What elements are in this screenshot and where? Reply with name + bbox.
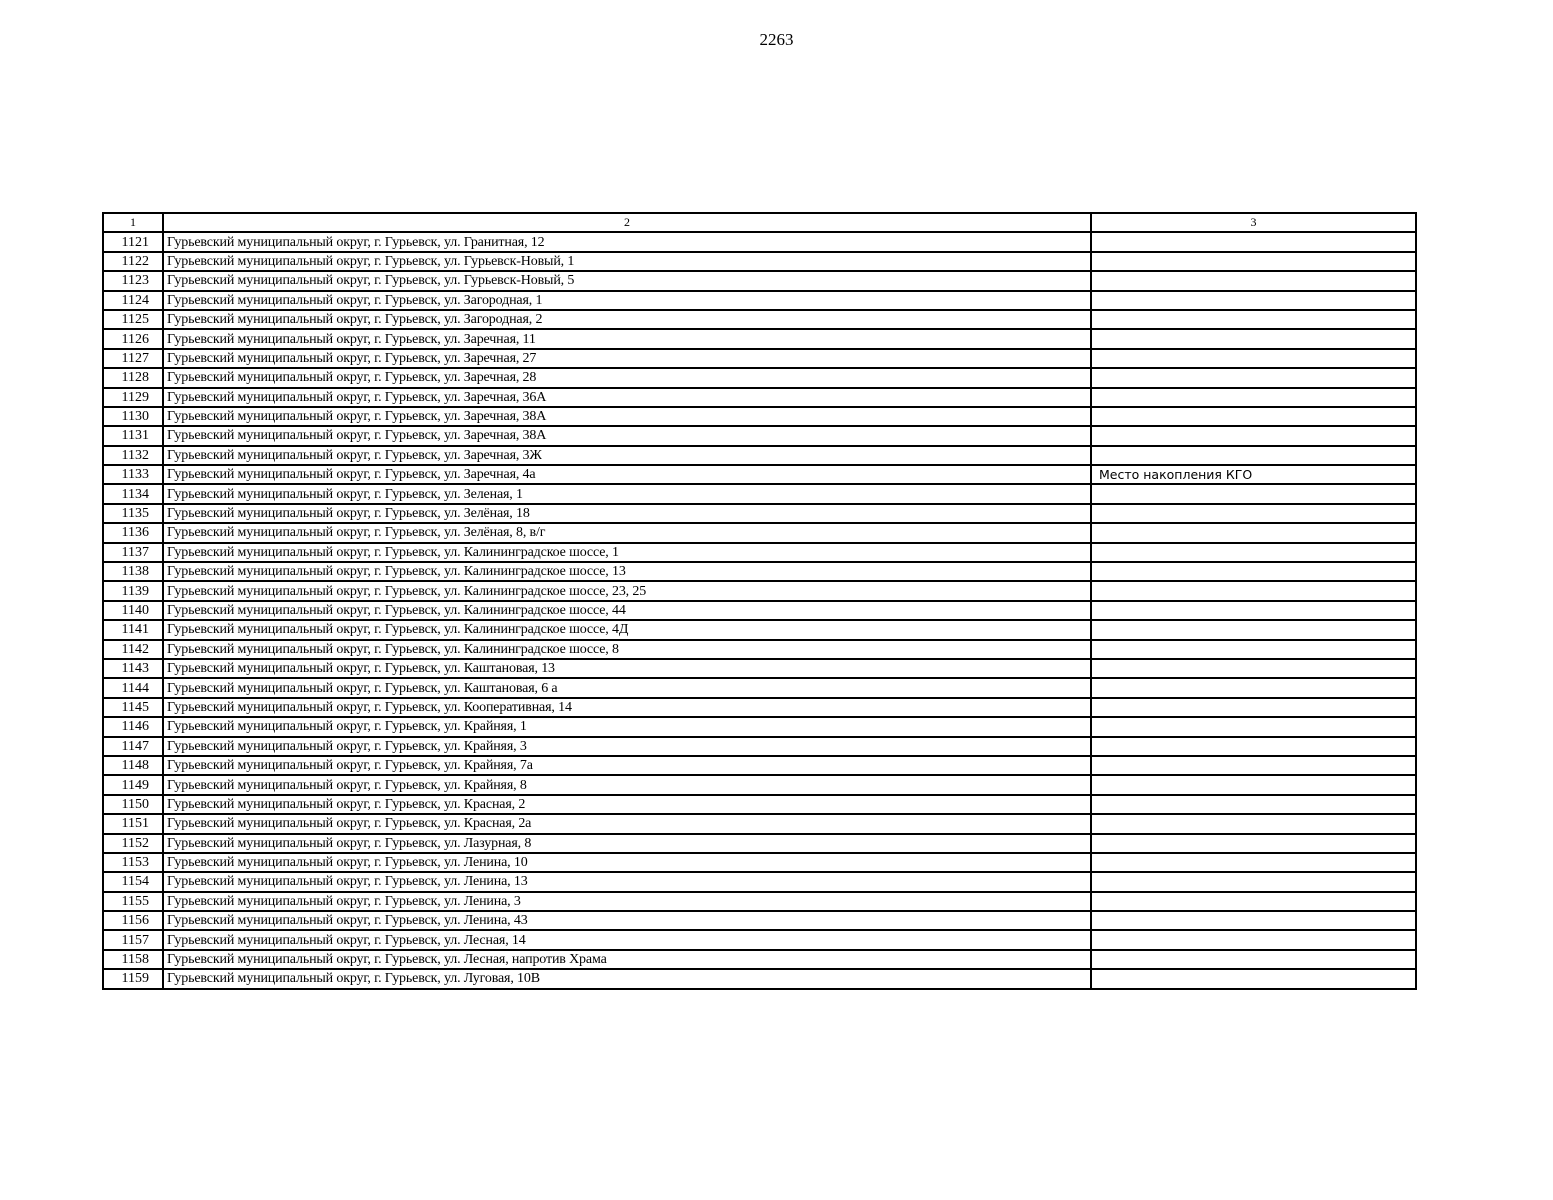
row-number: 1140 xyxy=(103,601,163,620)
row-note xyxy=(1091,659,1416,678)
row-address: Гурьевский муниципальный округ, г. Гурьевск, ул. Красная, 2а xyxy=(163,814,1091,833)
table-row xyxy=(103,892,1416,911)
row-note xyxy=(1091,969,1416,988)
row-note xyxy=(1091,950,1416,969)
row-address: Гурьевский муниципальный округ, г. Гурьевск, ул. Заречная, 38А xyxy=(163,426,1091,445)
row-address: Гурьевский муниципальный округ, г. Гурьевск, ул. Калининградское шоссе, 23, 25 xyxy=(163,581,1091,600)
row-address: Гурьевский муниципальный округ, г. Гурьевск, ул. Крайняя, 3 xyxy=(163,737,1091,756)
row-number: 1149 xyxy=(103,775,163,794)
row-address: Гурьевский муниципальный округ, г. Гурьевск, ул. Гранитная, 12 xyxy=(163,232,1091,251)
row-number: 1152 xyxy=(103,834,163,853)
row-address: Гурьевский муниципальный округ, г. Гурьевск, ул. Лазурная, 8 xyxy=(163,834,1091,853)
row-note xyxy=(1091,329,1416,348)
row-number: 1133 xyxy=(103,465,163,484)
table-row xyxy=(103,911,1416,930)
row-note xyxy=(1091,271,1416,290)
row-number: 1126 xyxy=(103,329,163,348)
row-number: 1131 xyxy=(103,426,163,445)
row-address: Гурьевский муниципальный округ, г. Гурьевск, ул. Загородная, 2 xyxy=(163,310,1091,329)
row-note xyxy=(1091,853,1416,872)
table-row xyxy=(103,775,1416,794)
table-header-row xyxy=(103,213,1416,232)
row-note xyxy=(1091,717,1416,736)
row-number: 1156 xyxy=(103,911,163,930)
address-table xyxy=(102,212,1417,990)
row-note xyxy=(1091,388,1416,407)
table-row xyxy=(103,523,1416,542)
row-number: 1121 xyxy=(103,232,163,251)
row-note xyxy=(1091,581,1416,600)
row-address: Гурьевский муниципальный округ, г. Гурьевск, ул. Кооперативная, 14 xyxy=(163,698,1091,717)
table-row xyxy=(103,795,1416,814)
row-number: 1153 xyxy=(103,853,163,872)
table-row xyxy=(103,814,1416,833)
table-row xyxy=(103,562,1416,581)
row-note xyxy=(1091,930,1416,949)
table-row xyxy=(103,484,1416,503)
row-note xyxy=(1091,872,1416,891)
row-address: Гурьевский муниципальный округ, г. Гурьевск, ул. Красная, 2 xyxy=(163,795,1091,814)
row-note xyxy=(1091,232,1416,251)
row-number: 1144 xyxy=(103,678,163,697)
table-row xyxy=(103,969,1416,988)
row-address: Гурьевский муниципальный округ, г. Гурьевск, ул. Заречная, 27 xyxy=(163,349,1091,368)
row-number: 1130 xyxy=(103,407,163,426)
row-note xyxy=(1091,698,1416,717)
table-row xyxy=(103,291,1416,310)
row-number: 1142 xyxy=(103,640,163,659)
table-row xyxy=(103,581,1416,600)
table-row xyxy=(103,698,1416,717)
row-number: 1122 xyxy=(103,252,163,271)
row-number: 1136 xyxy=(103,523,163,542)
row-note xyxy=(1091,426,1416,445)
row-address: Гурьевский муниципальный округ, г. Гурьевск, ул. Заречная, 38А xyxy=(163,407,1091,426)
row-address: Гурьевский муниципальный округ, г. Гурьевск, ул. Лесная, напротив Храма xyxy=(163,950,1091,969)
row-address: Гурьевский муниципальный округ, г. Гурьевск, ул. Гурьевск-Новый, 1 xyxy=(163,252,1091,271)
table-row xyxy=(103,232,1416,251)
row-number: 1143 xyxy=(103,659,163,678)
row-note xyxy=(1091,795,1416,814)
table-row xyxy=(103,737,1416,756)
table-row xyxy=(103,446,1416,465)
table-row xyxy=(103,930,1416,949)
row-note xyxy=(1091,252,1416,271)
row-address: Гурьевский муниципальный округ, г. Гурьевск, ул. Ленина, 13 xyxy=(163,872,1091,891)
row-note xyxy=(1091,814,1416,833)
row-number: 1134 xyxy=(103,484,163,503)
row-address: Гурьевский муниципальный округ, г. Гурьевск, ул. Загородная, 1 xyxy=(163,291,1091,310)
table-row xyxy=(103,834,1416,853)
row-address: Гурьевский муниципальный округ, г. Гурьевск, ул. Заречная, 36А xyxy=(163,388,1091,407)
row-address: Гурьевский муниципальный округ, г. Гурьевск, ул. Калининградское шоссе, 44 xyxy=(163,601,1091,620)
table-row xyxy=(103,853,1416,872)
row-note xyxy=(1091,756,1416,775)
row-note xyxy=(1091,543,1416,562)
row-number: 1141 xyxy=(103,620,163,639)
column-header-3: 3 xyxy=(1091,213,1416,232)
row-note xyxy=(1091,523,1416,542)
table-row xyxy=(103,950,1416,969)
row-address: Гурьевский муниципальный округ, г. Гурьевск, ул. Луговая, 10В xyxy=(163,969,1091,988)
row-note xyxy=(1091,407,1416,426)
row-note xyxy=(1091,892,1416,911)
row-number: 1146 xyxy=(103,717,163,736)
row-note xyxy=(1091,737,1416,756)
row-address: Гурьевский муниципальный округ, г. Гурьевск, ул. Ленина, 43 xyxy=(163,911,1091,930)
row-number: 1135 xyxy=(103,504,163,523)
table-row xyxy=(103,329,1416,348)
table-row xyxy=(103,620,1416,639)
row-address: Гурьевский муниципальный округ, г. Гурьевск, ул. Гурьевск-Новый, 5 xyxy=(163,271,1091,290)
row-address: Гурьевский муниципальный округ, г. Гурьевск, ул. Зелёная, 8, в/г xyxy=(163,523,1091,542)
row-address: Гурьевский муниципальный округ, г. Гурьевск, ул. Калининградское шоссе, 4Д xyxy=(163,620,1091,639)
table-row xyxy=(103,252,1416,271)
row-address: Гурьевский муниципальный округ, г. Гурьевск, ул. Крайняя, 1 xyxy=(163,717,1091,736)
table-row xyxy=(103,872,1416,891)
table-row xyxy=(103,640,1416,659)
table-row xyxy=(103,465,1416,484)
row-address: Гурьевский муниципальный округ, г. Гурьевск, ул. Заречная, 4а xyxy=(163,465,1091,484)
table-row xyxy=(103,756,1416,775)
table-row xyxy=(103,543,1416,562)
row-note xyxy=(1091,446,1416,465)
table-row xyxy=(103,349,1416,368)
row-address: Гурьевский муниципальный округ, г. Гурьевск, ул. Крайняя, 8 xyxy=(163,775,1091,794)
row-note: Место накопления КГО xyxy=(1091,465,1416,484)
row-number: 1127 xyxy=(103,349,163,368)
row-note xyxy=(1091,504,1416,523)
row-number: 1145 xyxy=(103,698,163,717)
row-address: Гурьевский муниципальный округ, г. Гурьевск, ул. Каштановая, 6 а xyxy=(163,678,1091,697)
row-note xyxy=(1091,562,1416,581)
row-address: Гурьевский муниципальный округ, г. Гурьевск, ул. Ленина, 3 xyxy=(163,892,1091,911)
row-number: 1157 xyxy=(103,930,163,949)
row-address: Гурьевский муниципальный округ, г. Гурьевск, ул. Каштановая, 13 xyxy=(163,659,1091,678)
table-row xyxy=(103,504,1416,523)
column-header-2: 2 xyxy=(163,213,1091,232)
row-address: Гурьевский муниципальный округ, г. Гурьевск, ул. Заречная, 3Ж xyxy=(163,446,1091,465)
table-row xyxy=(103,368,1416,387)
table-row xyxy=(103,271,1416,290)
row-number: 1129 xyxy=(103,388,163,407)
row-number: 1148 xyxy=(103,756,163,775)
table-row xyxy=(103,310,1416,329)
row-address: Гурьевский муниципальный округ, г. Гурьевск, ул. Зелёная, 18 xyxy=(163,504,1091,523)
row-number: 1123 xyxy=(103,271,163,290)
row-address: Гурьевский муниципальный округ, г. Гурьевск, ул. Заречная, 11 xyxy=(163,329,1091,348)
page-number: 2263 xyxy=(759,30,794,49)
row-note xyxy=(1091,291,1416,310)
row-number: 1124 xyxy=(103,291,163,310)
row-note xyxy=(1091,640,1416,659)
row-note xyxy=(1091,911,1416,930)
row-number: 1159 xyxy=(103,969,163,988)
row-address: Гурьевский муниципальный округ, г. Гурьевск, ул. Калининградское шоссе, 1 xyxy=(163,543,1091,562)
table-row xyxy=(103,407,1416,426)
row-note xyxy=(1091,349,1416,368)
row-note xyxy=(1091,310,1416,329)
row-number: 1150 xyxy=(103,795,163,814)
row-address: Гурьевский муниципальный округ, г. Гурьевск, ул. Зеленая, 1 xyxy=(163,484,1091,503)
row-number: 1147 xyxy=(103,737,163,756)
table-row xyxy=(103,426,1416,445)
row-number: 1138 xyxy=(103,562,163,581)
row-number: 1125 xyxy=(103,310,163,329)
row-number: 1132 xyxy=(103,446,163,465)
row-number: 1128 xyxy=(103,368,163,387)
table-row xyxy=(103,678,1416,697)
row-number: 1139 xyxy=(103,581,163,600)
row-number: 1154 xyxy=(103,872,163,891)
table-row xyxy=(103,388,1416,407)
table-row xyxy=(103,717,1416,736)
row-number: 1155 xyxy=(103,892,163,911)
row-number: 1158 xyxy=(103,950,163,969)
row-note xyxy=(1091,368,1416,387)
row-note xyxy=(1091,678,1416,697)
row-address: Гурьевский муниципальный округ, г. Гурьевск, ул. Крайняя, 7а xyxy=(163,756,1091,775)
row-address: Гурьевский муниципальный округ, г. Гурьевск, ул. Калининградское шоссе, 8 xyxy=(163,640,1091,659)
row-number: 1151 xyxy=(103,814,163,833)
row-note xyxy=(1091,601,1416,620)
row-note xyxy=(1091,484,1416,503)
row-address: Гурьевский муниципальный округ, г. Гурьевск, ул. Ленина, 10 xyxy=(163,853,1091,872)
row-note xyxy=(1091,620,1416,639)
row-address: Гурьевский муниципальный округ, г. Гурьевск, ул. Заречная, 28 xyxy=(163,368,1091,387)
table-row xyxy=(103,601,1416,620)
row-address: Гурьевский муниципальный округ, г. Гурьевск, ул. Калининградское шоссе, 13 xyxy=(163,562,1091,581)
row-note xyxy=(1091,775,1416,794)
row-note xyxy=(1091,834,1416,853)
column-header-1: 1 xyxy=(103,213,163,232)
table-row xyxy=(103,659,1416,678)
row-address: Гурьевский муниципальный округ, г. Гурьевск, ул. Лесная, 14 xyxy=(163,930,1091,949)
row-number: 1137 xyxy=(103,543,163,562)
